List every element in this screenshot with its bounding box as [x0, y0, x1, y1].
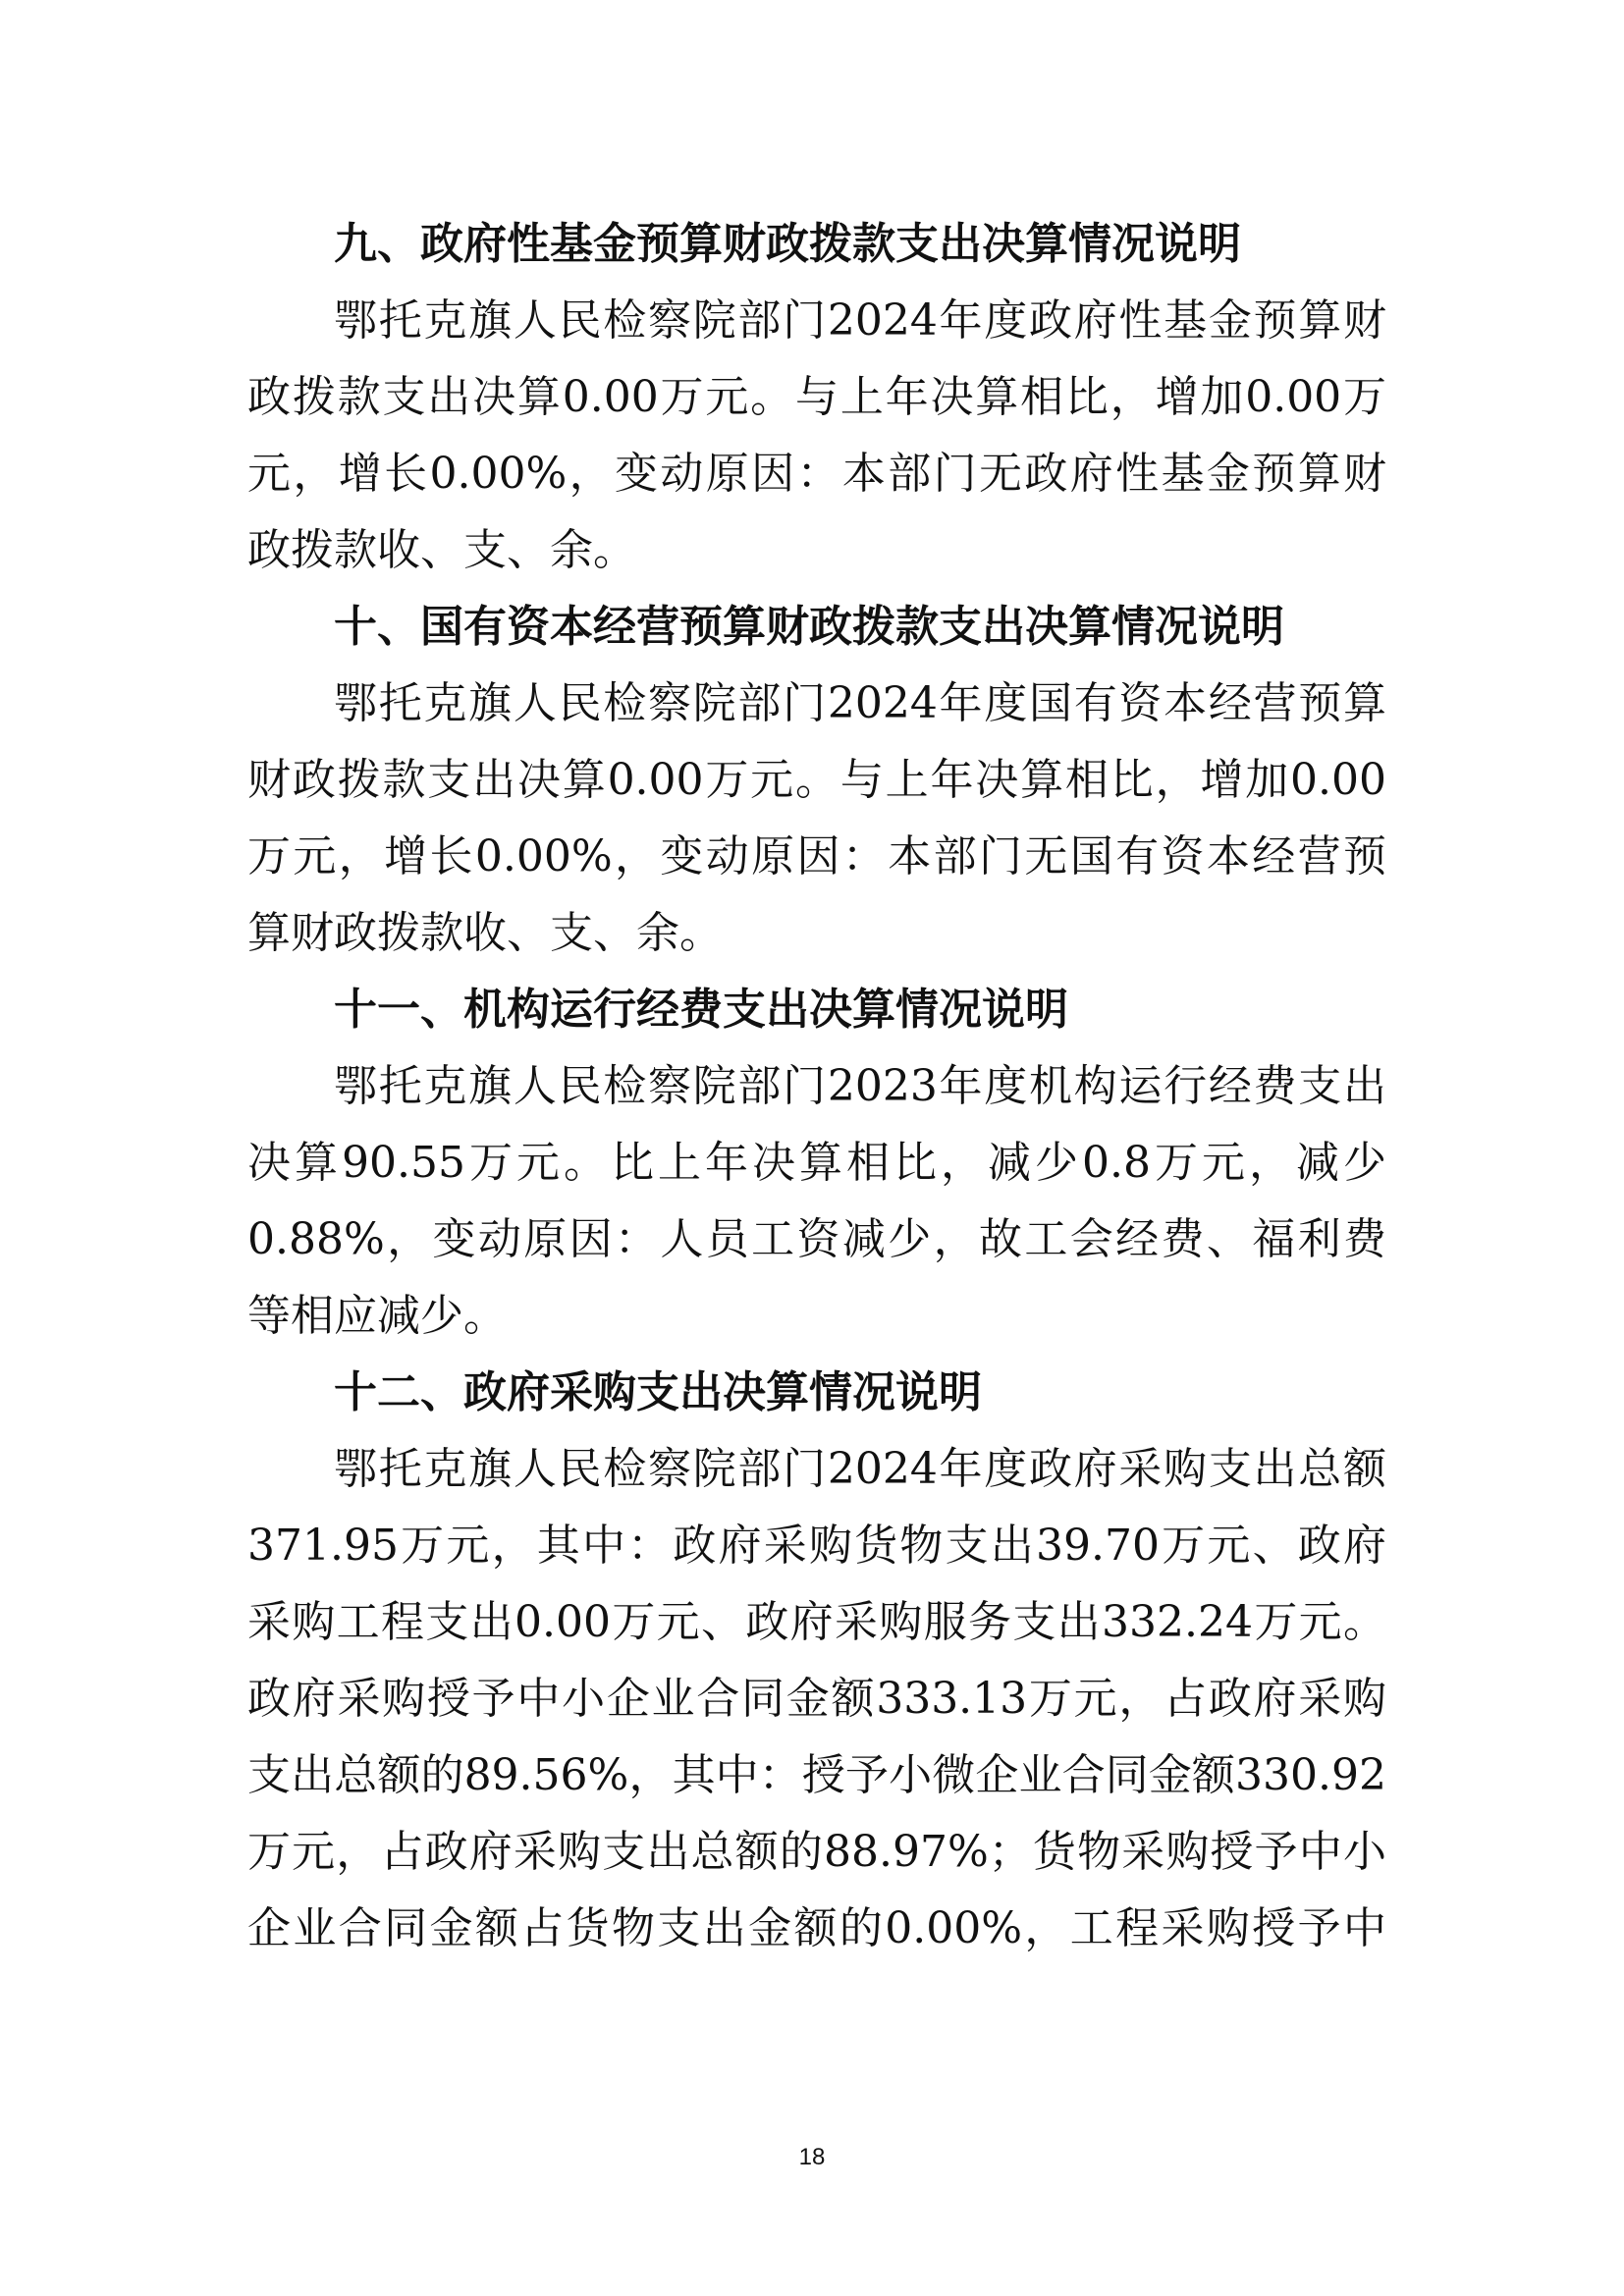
- paragraph-line: 等相应减少。: [247, 1291, 507, 1341]
- section-heading-10: 十、国有资本经营预算财政拨款支出决算情况说明: [334, 602, 1284, 652]
- paragraph-line: 鄂托克旗人民检察院部门2024年度政府性基金预算财: [334, 295, 1386, 346]
- paragraph-line: 0.88%，变动原因：人员工资减少，故工会经费、福利费: [247, 1214, 1386, 1264]
- section-heading-9: 九、政府性基金预算财政拨款支出决算情况说明: [334, 219, 1241, 269]
- paragraph-line: 万元，占政府采购支出总额的88.97%；货物采购授予中小: [247, 1827, 1386, 1877]
- paragraph-line: 政府采购授予中小企业合同金额333.13万元，占政府采购: [247, 1674, 1386, 1724]
- paragraph-line: 371.95万元，其中：政府采购货物支出39.70万元、政府: [247, 1521, 1386, 1571]
- page-number: 18: [798, 2144, 826, 2170]
- section-heading-11: 十一、机构运行经费支出决算情况说明: [334, 985, 1068, 1035]
- paragraph-line: 鄂托克旗人民检察院部门2024年度政府采购支出总额: [334, 1444, 1386, 1494]
- paragraph-line: 支出总额的89.56%，其中：授予小微企业合同金额330.92: [247, 1750, 1386, 1800]
- paragraph-line: 企业合同金额占货物支出金额的0.00%，工程采购授予中: [247, 1903, 1386, 1953]
- paragraph-line: 政拨款支出决算0.00万元。与上年决算相比，增加0.00万: [247, 372, 1386, 422]
- paragraph-line: 政拨款收、支、余。: [247, 525, 636, 575]
- paragraph-line: 鄂托克旗人民检察院部门2024年度国有资本经营预算: [334, 678, 1386, 728]
- paragraph-line: 决算90.55万元。比上年决算相比，减少0.8万元，减少: [247, 1138, 1386, 1188]
- paragraph-line: 财政拨款支出决算0.00万元。与上年决算相比，增加0.00: [247, 755, 1386, 805]
- paragraph-line: 算财政拨款收、支、余。: [247, 908, 723, 958]
- section-heading-12: 十二、政府采购支出决算情况说明: [334, 1367, 982, 1417]
- paragraph-line: 鄂托克旗人民检察院部门2023年度机构运行经费支出: [334, 1061, 1386, 1111]
- paragraph-line: 元，增长0.00%，变动原因：本部门无政府性基金预算财: [247, 449, 1386, 499]
- paragraph-line: 万元，增长0.00%，变动原因：本部门无国有资本经营预: [247, 831, 1386, 881]
- paragraph-line: 采购工程支出0.00万元、政府采购服务支出332.24万元。: [247, 1597, 1386, 1647]
